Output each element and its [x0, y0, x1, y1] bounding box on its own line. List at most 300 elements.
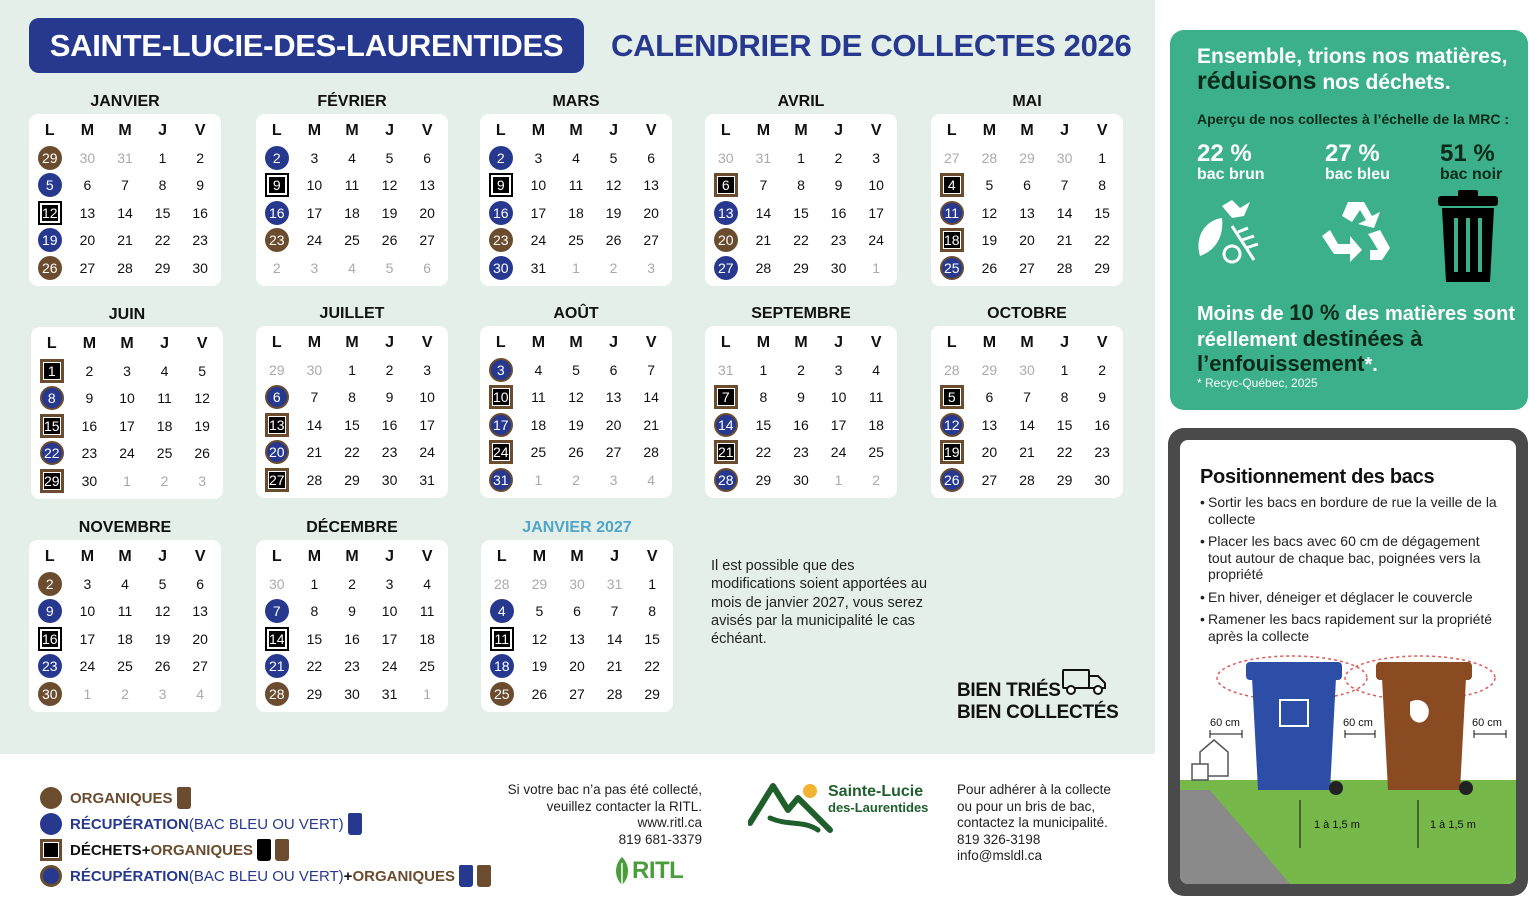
month-grid	[705, 114, 897, 286]
day-cell: 2	[348, 575, 356, 592]
day-cell: 14	[1056, 204, 1073, 221]
day-cell: 13	[419, 177, 435, 194]
weekday-header: L	[946, 333, 957, 351]
month-grid	[31, 327, 223, 499]
brown-bin-icon	[275, 839, 289, 861]
month-name: OCTOBRE	[987, 305, 1067, 322]
day-cell: 25	[156, 445, 173, 462]
weekday-header: M	[1020, 333, 1034, 351]
weekday-header: M	[982, 333, 997, 351]
month-grid	[480, 326, 672, 498]
day-cell: 21	[117, 232, 133, 249]
day-cell: 26	[981, 259, 998, 276]
month-name: SEPTEMBRE	[751, 305, 851, 322]
stat-blue	[1325, 142, 1390, 184]
day-cell: 4	[121, 575, 129, 592]
muni-contact-line: contactez la municipalité.	[957, 815, 1108, 830]
day-cell: 19	[381, 204, 398, 221]
day-cell: 12	[981, 204, 998, 221]
collection-day: 25	[940, 256, 964, 280]
day-cell: 4	[348, 259, 356, 276]
day-cell: 20	[419, 204, 435, 221]
day-cell: 6	[196, 575, 205, 592]
day-cell: 5	[535, 603, 544, 620]
month-name: NOVEMBRE	[78, 519, 172, 536]
day-cell: 22	[1056, 444, 1073, 461]
day-cell: 10	[306, 177, 323, 194]
day-cell: 16	[830, 204, 847, 221]
day-cell: 22	[306, 658, 323, 675]
collection-day: 9	[265, 173, 289, 197]
collection-day: 7	[265, 599, 289, 623]
day-cell: 10	[381, 603, 398, 620]
day-cell: 14	[755, 204, 772, 221]
day-cell: 27	[192, 658, 208, 675]
page-title: CALENDRIER DE COLLECTES 2026	[611, 28, 1132, 63]
day-cell: 29	[1019, 149, 1035, 166]
weekday-header: M	[345, 547, 359, 565]
day-cell: 22	[755, 444, 772, 461]
recycle-icon	[1320, 196, 1392, 266]
day-cell: 18	[868, 416, 884, 433]
collection-day: 16	[489, 201, 513, 225]
day-cell: 5	[609, 149, 618, 166]
day-cell: 16	[81, 417, 98, 434]
collection-day: 4	[490, 599, 514, 623]
stat-label: bac bleu	[1325, 166, 1390, 183]
weekday-header: M	[1020, 121, 1034, 139]
day-cell: 28	[981, 149, 998, 166]
day-cell: 1	[572, 259, 580, 276]
day-cell: 23	[192, 232, 208, 249]
day-cell: 25	[568, 232, 584, 249]
day-cell: 15	[154, 204, 171, 221]
day-cell: 22	[1094, 232, 1110, 249]
weekday-header: V	[1096, 121, 1108, 139]
weekday-header: M	[569, 121, 583, 139]
day-cell: 6	[423, 149, 432, 166]
month-name: AVRIL	[777, 93, 825, 110]
day-cell: 9	[834, 177, 843, 194]
day-cell: 4	[872, 361, 881, 378]
day-cell: 6	[1023, 177, 1031, 194]
day-cell: 18	[419, 630, 435, 647]
day-cell: 27	[569, 685, 585, 702]
collection-day: 21	[714, 440, 738, 464]
weekday-header: V	[194, 547, 206, 565]
day-cell: 31	[755, 149, 772, 166]
day-cell: 30	[306, 361, 323, 378]
legend-recuperation-label-2: RÉCUPÉRATION	[70, 867, 189, 885]
day-cell: 9	[797, 389, 805, 406]
day-cell: 6	[985, 389, 994, 406]
day-cell: 27	[944, 149, 960, 166]
day-cell: 3	[834, 361, 843, 378]
collection-day: 28	[265, 682, 289, 706]
stats-headline	[1197, 44, 1514, 95]
day-cell: 1	[759, 361, 768, 378]
day-cell: 13	[643, 177, 659, 194]
day-cell: 16	[381, 416, 398, 433]
day-cell: 1	[348, 361, 356, 378]
day-cell: 27	[1019, 259, 1035, 276]
collection-day: 28	[714, 468, 738, 492]
stat-label: bac brun	[1197, 166, 1265, 183]
month-grid	[256, 540, 448, 712]
weekday-header: V	[870, 333, 882, 351]
weekday-header: M	[756, 121, 771, 139]
weekday-header: L	[44, 121, 55, 139]
day-cell: 2	[609, 259, 618, 276]
day-cell: 14	[306, 416, 323, 433]
day-cell: 31	[606, 575, 623, 592]
day-cell: 29	[755, 471, 772, 488]
weekday-header: M	[345, 121, 359, 139]
ritl-contact	[486, 782, 702, 848]
day-cell: 9	[348, 603, 356, 620]
month-calendar	[256, 304, 448, 498]
collection-day: 27	[714, 256, 738, 280]
day-cell: 12	[381, 177, 398, 194]
collection-day: 16	[265, 201, 289, 225]
day-cell: 22	[644, 658, 660, 675]
day-cell: 2	[797, 361, 805, 378]
collection-day: 16	[38, 627, 62, 651]
day-cell: 27	[605, 444, 622, 461]
day-cell: 17	[530, 204, 547, 221]
legend-bac-label-2: (BAC BLEU OU VERT)	[188, 867, 344, 885]
day-cell: 6	[83, 177, 92, 194]
collection-day: 6	[714, 173, 738, 197]
day-cell: 17	[306, 204, 323, 221]
headline-emphasis: réduisons	[1197, 67, 1317, 95]
collection-day: 2	[265, 146, 289, 170]
legend-bac-label: (BAC BLEU OU VERT)	[188, 815, 344, 833]
day-cell: 22	[793, 232, 809, 249]
weekday-header: J	[1060, 333, 1070, 351]
day-cell: 12	[194, 390, 210, 407]
month-name: DÉCEMBRE	[306, 519, 398, 536]
day-cell: 29	[793, 259, 809, 276]
day-cell: 4	[647, 471, 656, 488]
legend-recuperation	[40, 811, 491, 837]
day-cell: 28	[1056, 259, 1073, 276]
day-cell: 30	[793, 471, 809, 488]
fact-part: Moins de	[1197, 303, 1290, 325]
collection-day: 8	[40, 386, 64, 410]
weekday-header: M	[307, 547, 322, 565]
day-cell: 28	[306, 471, 323, 488]
day-cell: 19	[154, 630, 171, 647]
legend-dechets-organiques	[40, 837, 491, 863]
trash-bin-icon	[1436, 190, 1500, 284]
day-cell: 11	[157, 390, 172, 407]
weekday-header: V	[646, 547, 658, 565]
day-cell: 1	[1098, 149, 1107, 166]
day-cell: 9	[385, 389, 394, 406]
weekday-header: V	[870, 121, 882, 139]
weekday-header: L	[495, 333, 506, 351]
weekday-header: L	[946, 121, 957, 139]
day-cell: 3	[310, 259, 319, 276]
weekday-header: M	[118, 547, 132, 565]
day-cell: 1	[158, 149, 167, 166]
weekday-header: L	[271, 333, 282, 351]
day-cell: 20	[981, 444, 998, 461]
weekday-header: M	[307, 121, 322, 139]
clearance-label: 60 cm	[1472, 717, 1502, 729]
month-calendar	[931, 92, 1123, 286]
legend	[40, 785, 491, 889]
day-cell: 26	[605, 232, 622, 249]
month-grid	[705, 326, 897, 498]
month-grid	[256, 114, 448, 286]
collection-day: 21	[265, 654, 289, 678]
ritl-phone: 819 681-3379	[618, 831, 702, 847]
day-cell: 30	[344, 685, 360, 702]
height-label: 1 à 1,5 m	[1430, 819, 1476, 831]
day-cell: 2	[121, 685, 129, 702]
collection-day: 29	[40, 469, 64, 493]
weekday-header: V	[421, 333, 433, 351]
weekday-header: V	[194, 121, 206, 139]
day-cell: 8	[648, 603, 657, 620]
month-name: MARS	[552, 93, 600, 110]
day-cell: 7	[759, 177, 768, 194]
day-cell: 17	[419, 416, 435, 433]
day-cell: 21	[1019, 444, 1035, 461]
positioning-item: • En hiver, déneiger et déglacer le couvercle	[1200, 589, 1500, 606]
day-cell: 31	[381, 685, 398, 702]
collection-day: 19	[940, 440, 964, 464]
month-calendar	[256, 518, 448, 712]
day-cell: 3	[647, 259, 656, 276]
muni-contact-line: ou pour un bris de bac,	[957, 798, 1096, 814]
month-grid	[480, 114, 672, 286]
landfill-fact	[1197, 301, 1517, 378]
day-cell: 24	[868, 232, 884, 249]
black-square-icon	[40, 839, 62, 861]
headline-line-1: Ensemble, trions nos matières,	[1197, 45, 1508, 68]
day-cell: 27	[981, 471, 998, 488]
day-cell: 26	[381, 232, 398, 249]
brown-dot-icon	[40, 787, 62, 809]
day-cell: 3	[423, 361, 432, 378]
day-cell: 28	[944, 361, 960, 378]
weekday-header: M	[569, 333, 583, 351]
weekday-header: L	[271, 547, 282, 565]
stat-percent: 22 %	[1197, 140, 1252, 167]
day-cell: 24	[419, 444, 435, 461]
day-cell: 30	[569, 575, 585, 592]
day-cell: 29	[306, 685, 323, 702]
weekday-header: M	[531, 121, 546, 139]
municipality-title: SAINTE-LUCIE-DES-LAURENTIDES	[29, 18, 584, 73]
collection-day: 23	[265, 228, 289, 252]
day-cell: 24	[830, 444, 847, 461]
day-cell: 30	[718, 149, 734, 166]
day-cell: 24	[381, 658, 398, 675]
month-calendar	[480, 92, 672, 286]
day-cell: 3	[385, 575, 394, 592]
day-cell: 10	[419, 389, 435, 406]
day-cell: 19	[981, 232, 998, 249]
weekday-header: M	[982, 121, 997, 139]
month-calendar	[481, 518, 673, 712]
day-cell: 30	[830, 259, 847, 276]
bin-positioning-panel	[1168, 428, 1528, 896]
ritl-contact-line: veuillez contacter la RITL.	[546, 798, 702, 814]
muni-contact-line: Pour adhérer à la collecte	[957, 782, 1111, 797]
day-cell: 29	[531, 575, 548, 592]
weekday-header: J	[609, 333, 619, 351]
day-cell: 9	[1098, 389, 1107, 406]
month-name: FÉVRIER	[317, 93, 387, 110]
day-cell: 12	[568, 389, 584, 406]
clearance-label: 60 cm	[1343, 717, 1373, 729]
day-cell: 2	[872, 471, 881, 488]
day-cell: 26	[154, 658, 171, 675]
weekday-header: J	[1060, 121, 1070, 139]
day-cell: 15	[644, 630, 660, 647]
month-name: MAI	[1012, 93, 1042, 110]
collection-day: 4	[940, 173, 964, 197]
day-cell: 28	[494, 575, 510, 592]
collection-day: 20	[714, 228, 738, 252]
collection-day: 23	[38, 654, 62, 678]
day-cell: 30	[79, 149, 96, 166]
day-cell: 31	[117, 149, 133, 166]
day-cell: 29	[1056, 471, 1073, 488]
day-cell: 1	[872, 259, 881, 276]
day-cell: 6	[423, 259, 432, 276]
weekday-header: J	[160, 334, 170, 352]
collection-day: 15	[40, 414, 64, 438]
collection-day: 5	[940, 385, 964, 409]
day-cell: 29	[644, 685, 660, 702]
positioning-title: Positionnement des bacs	[1200, 466, 1435, 488]
day-cell: 16	[1094, 416, 1110, 433]
day-cell: 25	[117, 658, 133, 675]
day-cell: 30	[269, 575, 285, 592]
brown-bin-icon	[177, 787, 191, 809]
day-cell: 19	[605, 204, 622, 221]
day-cell: 9	[196, 177, 205, 194]
weekday-header: L	[720, 333, 731, 351]
collection-day: 5	[38, 173, 62, 197]
collection-day: 14	[265, 627, 289, 651]
weekday-header: M	[345, 333, 359, 351]
day-cell: 27	[419, 232, 435, 249]
day-cell: 30	[1019, 361, 1035, 378]
day-cell: 16	[192, 204, 208, 221]
day-cell: 3	[123, 362, 131, 379]
day-cell: 3	[609, 471, 618, 488]
day-cell: 9	[85, 390, 94, 407]
weekday-header: L	[495, 121, 506, 139]
day-cell: 5	[985, 177, 994, 194]
day-cell: 31	[530, 259, 547, 276]
day-cell: 11	[868, 389, 884, 406]
day-cell: 11	[344, 177, 360, 194]
day-cell: 5	[385, 149, 394, 166]
day-cell: 21	[606, 658, 623, 675]
day-cell: 7	[610, 603, 619, 620]
collection-day: 26	[38, 256, 62, 280]
day-cell: 18	[530, 416, 547, 433]
weekday-header: L	[44, 547, 55, 565]
weekday-header: V	[1096, 333, 1108, 351]
month-calendar	[31, 305, 223, 499]
day-cell: 18	[117, 630, 133, 647]
month-name: JANVIER 2027	[522, 519, 632, 536]
day-cell: 17	[79, 630, 96, 647]
day-cell: 1	[83, 685, 92, 702]
day-cell: 14	[606, 630, 623, 647]
stats-panel	[1170, 30, 1528, 410]
day-cell: 26	[568, 444, 584, 461]
day-cell: 7	[310, 389, 319, 406]
month-grid	[931, 326, 1123, 498]
collection-day: 18	[940, 228, 964, 252]
day-cell: 30	[81, 472, 98, 489]
day-cell: 21	[755, 232, 772, 249]
collection-day: 2	[489, 146, 513, 170]
day-cell: 3	[198, 472, 207, 489]
day-cell: 11	[419, 603, 435, 620]
day-cell: 16	[793, 416, 809, 433]
day-cell: 29	[269, 361, 285, 378]
day-cell: 4	[534, 361, 543, 378]
collection-day: 27	[265, 468, 289, 492]
fact-part: des matières sont réellement	[1197, 303, 1516, 351]
day-cell: 11	[531, 389, 546, 406]
day-cell: 2	[85, 362, 94, 379]
source-note: * Recyc-Québec, 2025	[1197, 376, 1318, 390]
weekday-header: M	[794, 121, 808, 139]
day-cell: 28	[1019, 471, 1035, 488]
day-cell: 27	[79, 259, 96, 276]
muni-email[interactable]: info@msldl.ca	[957, 848, 1042, 863]
collection-day: 6	[265, 385, 289, 409]
weekday-header: J	[834, 333, 844, 351]
collection-day: 24	[489, 440, 513, 464]
weekday-header: J	[834, 121, 844, 139]
blue-bin-icon	[459, 865, 473, 887]
day-cell: 29	[154, 259, 171, 276]
day-cell: 23	[81, 445, 98, 462]
legend-recuperation-organiques	[40, 863, 491, 889]
collection-day: 9	[489, 173, 513, 197]
weekday-header: J	[158, 547, 168, 565]
weekday-header: M	[82, 334, 97, 352]
ritl-website[interactable]: www.ritl.ca	[637, 815, 702, 830]
height-label: 1 à 1,5 m	[1314, 819, 1360, 831]
weekday-header: M	[80, 121, 95, 139]
weekday-header: V	[421, 547, 433, 565]
blue-brown-dot-icon	[40, 865, 62, 887]
day-cell: 25	[868, 444, 884, 461]
day-cell: 13	[605, 389, 622, 406]
bin-positioning-card	[1180, 440, 1516, 884]
month-grid	[256, 326, 448, 498]
day-cell: 4	[160, 362, 169, 379]
collection-day: 7	[714, 385, 738, 409]
day-cell: 7	[1060, 177, 1069, 194]
collection-day: 31	[489, 468, 513, 492]
day-cell: 30	[381, 471, 398, 488]
truck-icon	[1062, 668, 1108, 696]
